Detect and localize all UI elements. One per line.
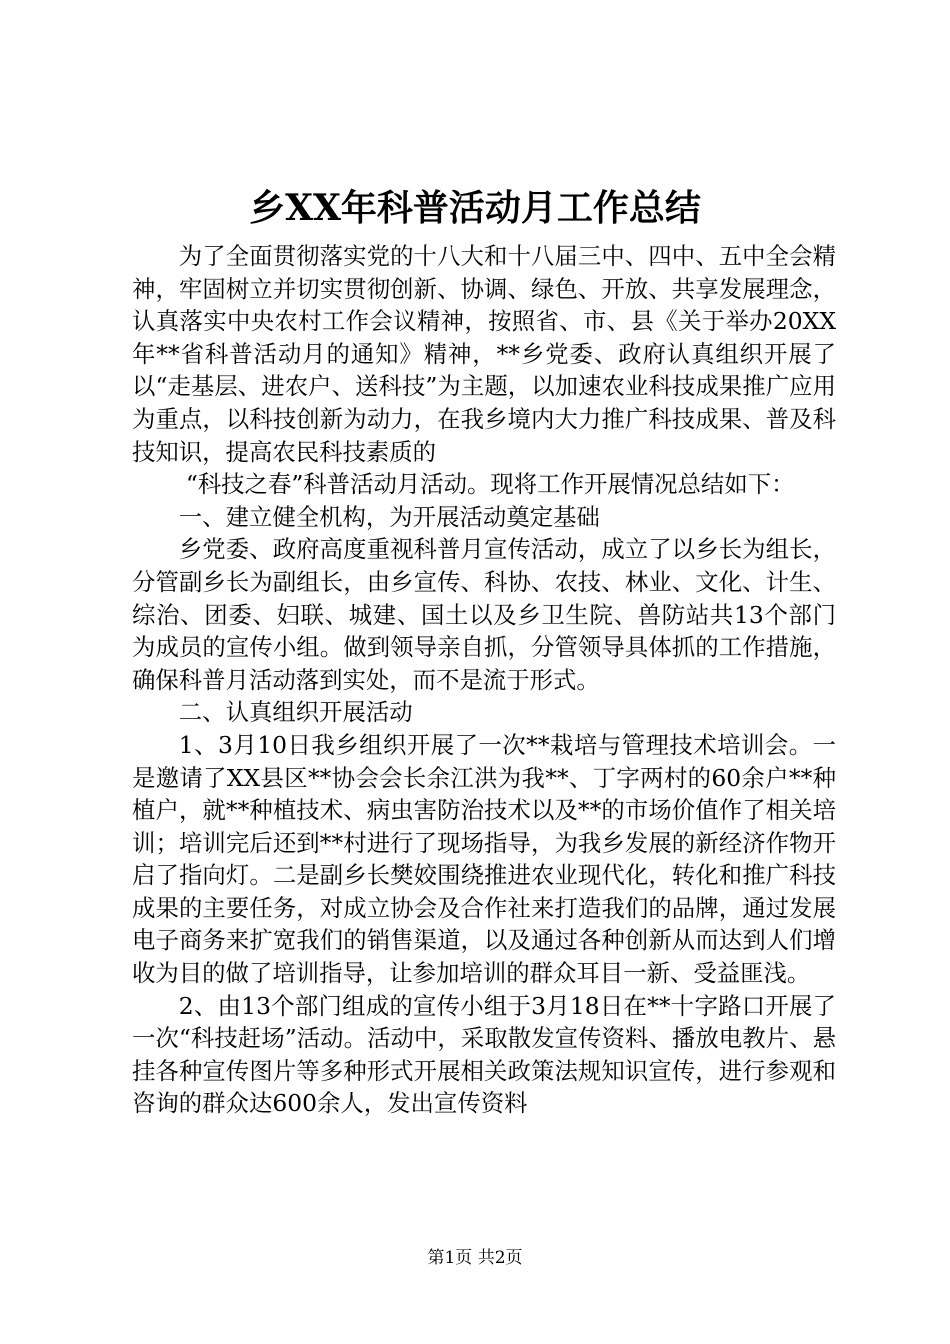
document-body [132,240,836,1120]
intro-paragraph: 为了全面贯彻落实党的十八大和十八届三中、四中、五中全会精神，牢固树立并切实贯彻创新、协调、绿色、开放、共享发展理念，认真落实中央农村工作会议精神，按照省、市、县《关于举办20XX年**省科普活动月的通知》精神，**乡党委、政府认真组织开展了以“走基层、进农户、送科技”为主题，以加速农业科技成果推广应用为重点，以科技创新为动力，在我乡境内大力推广科技成果、普及科技知识，提高农民科技素质的 [132,242,836,466]
page-footer: 第1页 共2页 [427,1248,523,1268]
intro-continuation-paragraph: “科技之春”科普活动月活动。现将工作开展情况总结如下： [185,470,795,499]
document-title: 乡XX年科普活动月工作总结 [249,187,701,229]
section-heading-1: 一、建立健全机构，为开展活动奠定基础 [178,502,600,531]
activity-1-paragraph: 1、3月10日我乡组织开展了一次**栽培与管理技术培训会。一是邀请了XX县区**协会会长余江洪为我**、丁字两村的60余户**种植户，就**种植技术、病虫害防治技术以及**的市场价值作了相关培训；培训完后还到**村进行了现场指导，为我乡发展的新经济作物开启了指向灯。二是副乡长樊姣围绕推进农业现代化，转化和推广科技成果的主要任务，对成立协会及合作社来打造我们的品牌，通过发展电子商务来扩宽我们的销售渠道，以及通过各种创新从而达到人们增收为目的做了培训指导，让参加培训的群众耳目一新、受益匪浅。 [132,730,836,988]
section-heading-2: 二、认真组织开展活动 [178,698,413,727]
activity-2-paragraph: 2、由13个部门组成的宣传小组于3月18日在**十字路口开展了一次“科技赶场”活动。活动中，采取散发宣传资料、播放电教片、悬挂各种宣传图片等多种形式开展相关政策法规知识宣传，进行参观和咨询的群众达600余人，发出宣传资料 [132,991,836,1118]
section-1-paragraph: 乡党委、政府高度重视科普月宣传活动，成立了以乡长为组长，分管副乡长为副组长，由乡宣传、科协、农技、林业、文化、计生、综治、团委、妇联、城建、国土以及乡卫生院、兽防站共13个部门为成员的宣传小组。做到领导亲自抓，分管领导具体抓的工作措施，确保科普月活动落到实处，而不是流于形式。 [132,535,836,694]
